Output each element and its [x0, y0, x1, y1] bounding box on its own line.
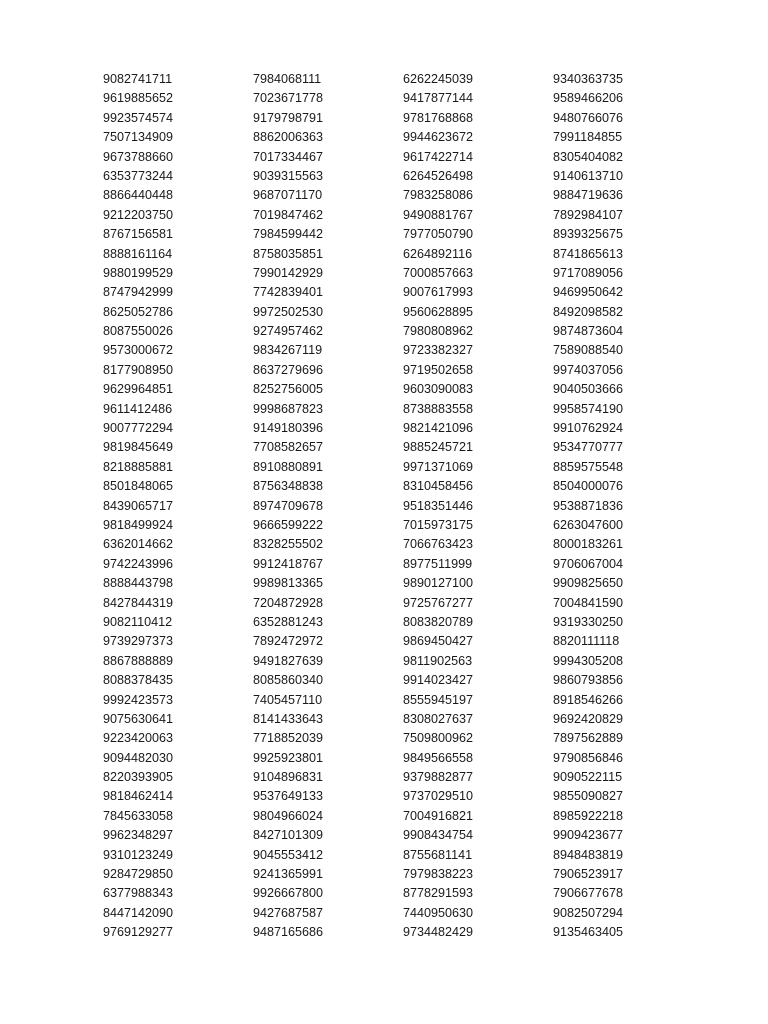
table-cell: 9971371069: [403, 459, 474, 474]
table-cell: 8820111118: [553, 634, 620, 649]
table-cell: 7742839401: [253, 285, 324, 300]
table-cell: 9719502658: [403, 362, 474, 377]
table-cell: 8310458456: [403, 479, 474, 494]
table-cell: 7906677678: [553, 886, 624, 901]
table-cell: 8867888889: [103, 653, 174, 668]
table-cell: 8439065717: [103, 498, 174, 513]
table-row: [103, 574, 663, 593]
table-cell: 8328255502: [253, 537, 324, 552]
table-cell: 8778291593: [403, 886, 474, 901]
table-cell: 9994305208: [553, 653, 624, 668]
table-cell: 9909825650: [553, 576, 624, 591]
table-cell: 8504000076: [553, 479, 624, 494]
table-row: [103, 477, 663, 496]
table-cell: 7204872928: [253, 595, 324, 610]
table-cell: 9944623672: [403, 130, 474, 145]
table-cell: 8220393905: [103, 770, 174, 785]
table-cell: 8862006363: [253, 130, 324, 145]
table-cell: 9910762924: [553, 421, 624, 436]
table-cell: 9487165686: [253, 925, 324, 940]
table-cell: 9666599222: [253, 517, 324, 532]
table-cell: 9890127100: [403, 576, 474, 591]
table-cell: 7984068111: [253, 72, 322, 86]
table-cell: 7990142929: [253, 265, 324, 280]
table-cell: 9909423677: [553, 828, 624, 843]
table-cell: 9908434754: [403, 828, 474, 843]
table-row: [103, 380, 663, 399]
table-row: [103, 865, 663, 884]
table-cell: 9962348297: [103, 828, 174, 843]
table-cell: 9140613710: [553, 168, 624, 183]
table-row: [103, 826, 663, 845]
table-cell: 8625052786: [103, 304, 174, 319]
table-cell: 9804966024: [253, 808, 324, 823]
table-cell: 9611412486: [103, 401, 173, 416]
table-row: [103, 807, 663, 826]
table-cell: 9998687823: [253, 401, 324, 416]
table-row: [103, 400, 663, 419]
table-cell: 9629964851: [103, 382, 174, 397]
table-cell: 6263047600: [553, 517, 624, 532]
table-cell: 9818462414: [103, 789, 174, 804]
table-row: [103, 89, 663, 108]
table-cell: 8866440448: [103, 188, 174, 203]
table-row: [103, 458, 663, 477]
table-row: [103, 148, 663, 167]
table-cell: 9090522115: [553, 770, 623, 785]
table-cell: 7440950630: [403, 905, 474, 920]
table-cell: 7019847462: [253, 207, 324, 222]
table-cell: 9534770777: [553, 440, 624, 455]
table-cell: 9340363735: [553, 72, 624, 86]
table-cell: 8974709678: [253, 498, 324, 513]
table-cell: 9082507294: [553, 905, 624, 920]
table-cell: 9212203750: [103, 207, 174, 222]
table-row: [103, 787, 663, 806]
table-cell: 9149180396: [253, 421, 324, 436]
table-cell: 6262245039: [403, 72, 474, 86]
table-row: [103, 128, 663, 147]
table-cell: 9811902563: [403, 653, 473, 668]
table-cell: 8948483819: [553, 847, 624, 862]
table-cell: 9560628895: [403, 304, 474, 319]
table-cell: 7017334467: [253, 149, 324, 164]
table-cell: 6264526498: [403, 168, 474, 183]
table-cell: 8308027637: [403, 711, 474, 726]
table-row: [103, 497, 663, 516]
table-row: [103, 264, 663, 283]
table-cell: 9860793856: [553, 673, 624, 688]
table-cell: 7892472972: [253, 634, 324, 649]
table-cell: 7991184855: [553, 130, 623, 145]
table-cell: 6353773244: [103, 168, 174, 183]
table-cell: 7507134909: [103, 130, 174, 145]
table-row: [103, 923, 663, 942]
table-cell: 8088378435: [103, 673, 174, 688]
table-cell: 9989813365: [253, 576, 324, 591]
table-cell: 8555945197: [403, 692, 474, 707]
table-cell: 9589466206: [553, 91, 624, 106]
table-cell: 7980808962: [403, 324, 474, 339]
table-cell: 8447142090: [103, 905, 174, 920]
table-row: [103, 438, 663, 457]
table-cell: 9417877144: [403, 91, 474, 106]
table-cell: 9884719636: [553, 188, 624, 203]
table-cell: 9742243996: [103, 556, 174, 571]
phone-number-table: [103, 70, 663, 943]
table-cell: 9974037056: [553, 362, 624, 377]
table-cell: 8305404082: [553, 149, 624, 164]
table-cell: 8252756005: [253, 382, 324, 397]
table-cell: 7004916821: [403, 808, 474, 823]
table-row: [103, 109, 663, 128]
table-cell: 7979838223: [403, 867, 474, 882]
table-cell: 7983258086: [403, 188, 474, 203]
table-cell: 9179798791: [253, 110, 324, 125]
table-row: [103, 729, 663, 748]
table-cell: 8738883558: [403, 401, 474, 416]
table-cell: 9045553412: [253, 847, 324, 862]
table-cell: 9725767277: [403, 595, 474, 610]
table-cell: 8427844319: [103, 595, 174, 610]
table-cell: 9958574190: [553, 401, 624, 416]
table-cell: 7897562889: [553, 731, 624, 746]
table-row: [103, 884, 663, 903]
table-cell: 9818499924: [103, 517, 174, 532]
table-cell: 9972502530: [253, 304, 324, 319]
table-row: [103, 691, 663, 710]
table-cell: 9490881767: [403, 207, 474, 222]
table-cell: 7066763423: [403, 537, 474, 552]
table-row: [103, 245, 663, 264]
table-cell: 9874873604: [553, 324, 624, 339]
table-cell: 9007617993: [403, 285, 474, 300]
table-cell: 8918546266: [553, 692, 624, 707]
table-cell: 7589088540: [553, 343, 624, 358]
table-cell: 9040503666: [553, 382, 624, 397]
table-row: [103, 632, 663, 651]
table-cell: 9739297373: [103, 634, 174, 649]
table-cell: 7004841590: [553, 595, 624, 610]
table-cell: 7509800962: [403, 731, 474, 746]
table-cell: 9075630641: [103, 711, 174, 726]
table-cell: 9849566558: [403, 750, 474, 765]
table-cell: 9769129277: [103, 925, 174, 940]
table-cell: 9469950642: [553, 285, 624, 300]
table-cell: 9223420063: [103, 731, 174, 746]
table-cell: 8888161164: [103, 246, 173, 261]
table-cell: 8637279696: [253, 362, 324, 377]
table-cell: 9135463405: [553, 925, 624, 940]
table-cell: 9617422714: [403, 149, 474, 164]
table-cell: 7023671778: [253, 91, 324, 106]
table-cell: 9914023427: [403, 673, 474, 688]
table-cell: 9082741711: [103, 72, 173, 86]
table-cell: 9706067004: [553, 556, 624, 571]
table-row: [103, 70, 663, 89]
table-row: [103, 768, 663, 787]
table-cell: 9619885652: [103, 91, 174, 106]
table-cell: 9855090827: [553, 789, 624, 804]
table-cell: 8083820789: [403, 614, 474, 629]
table-cell: 8741865613: [553, 246, 624, 261]
table-cell: 9480766076: [553, 110, 624, 125]
table-cell: 8756348838: [253, 479, 324, 494]
table-cell: 9692420829: [553, 711, 624, 726]
table-row: [103, 186, 663, 205]
table-cell: 8755681141: [403, 847, 473, 862]
table-row: [103, 516, 663, 535]
table-row: [103, 341, 663, 360]
table-row: [103, 419, 663, 438]
table-cell: 9687071170: [253, 188, 323, 203]
table-cell: 9926667800: [253, 886, 324, 901]
table-cell: 8000183261: [553, 537, 624, 552]
table-row: [103, 555, 663, 574]
table-cell: 9518351446: [403, 498, 474, 513]
table-cell: 9717089056: [553, 265, 624, 280]
table-cell: 9491827639: [253, 653, 324, 668]
table-cell: 9573000672: [103, 343, 174, 358]
table-cell: 7000857663: [403, 265, 474, 280]
table-row: [103, 652, 663, 671]
table-cell: 9925923801: [253, 750, 324, 765]
table-cell: 7906523917: [553, 867, 624, 882]
table-cell: 9781768868: [403, 110, 474, 125]
table-row: [103, 167, 663, 186]
table-cell: 8977511999: [403, 556, 473, 571]
table-cell: 9673788660: [103, 149, 174, 164]
table-cell: 7892984107: [553, 207, 624, 222]
table-cell: 9094482030: [103, 750, 174, 765]
table-cell: 9082110412: [103, 614, 173, 629]
table-cell: 9274957462: [253, 324, 324, 339]
table-row: [103, 303, 663, 322]
table-row: [103, 613, 663, 632]
table-row: [103, 225, 663, 244]
table-cell: 9537649133: [253, 789, 324, 804]
table-cell: 7405457110: [253, 692, 323, 707]
table-cell: 9834267119: [253, 343, 323, 358]
table-row: [103, 846, 663, 865]
table-cell: 8501848065: [103, 479, 174, 494]
table-cell: 8985922218: [553, 808, 624, 823]
table-cell: 8427101309: [253, 828, 324, 843]
table-cell: 7708582657: [253, 440, 324, 455]
table-cell: 7977050790: [403, 227, 474, 242]
table-cell: 7845633058: [103, 808, 174, 823]
table-cell: 8767156581: [103, 227, 174, 242]
table-cell: 8758035851: [253, 246, 324, 261]
table-cell: 8085860340: [253, 673, 324, 688]
table-cell: 9869450427: [403, 634, 474, 649]
table-cell: 9790856846: [553, 750, 624, 765]
table-cell: 8177908950: [103, 362, 174, 377]
table-cell: 8492098582: [553, 304, 624, 319]
table-cell: 6377988343: [103, 886, 174, 901]
table-cell: 9284729850: [103, 867, 174, 882]
table-cell: 6264892116: [403, 246, 473, 261]
table-row: [103, 535, 663, 554]
table-row: [103, 749, 663, 768]
table-cell: 8859575548: [553, 459, 624, 474]
table-row: [103, 322, 663, 341]
table-cell: 9310123249: [103, 847, 174, 862]
table-cell: 8747942999: [103, 285, 174, 300]
table-cell: 6352881243: [253, 614, 324, 629]
table-row: [103, 594, 663, 613]
table-cell: 9319330250: [553, 614, 624, 629]
table-cell: 9538871836: [553, 498, 624, 513]
table-cell: 9104896831: [253, 770, 324, 785]
table-cell: 8888443798: [103, 576, 174, 591]
table-cell: 6362014662: [103, 537, 174, 552]
table-row: [103, 283, 663, 302]
table-row: [103, 710, 663, 729]
table-cell: 9737029510: [403, 789, 474, 804]
table-cell: 9912418767: [253, 556, 324, 571]
table-cell: 7015973175: [403, 517, 474, 532]
table-row: [103, 361, 663, 380]
table-cell: 9241365991: [253, 867, 324, 882]
table-cell: 7984599442: [253, 227, 324, 242]
table-cell: 8141433643: [253, 711, 324, 726]
table-row: [103, 671, 663, 690]
table-cell: 9923574574: [103, 110, 174, 125]
table-cell: 9603090083: [403, 382, 474, 397]
table-cell: 9819845649: [103, 440, 174, 455]
table-cell: 8910880891: [253, 459, 324, 474]
table-cell: 7718852039: [253, 731, 324, 746]
table-cell: 9427687587: [253, 905, 324, 920]
table-cell: 9992423573: [103, 692, 174, 707]
table-cell: 9821421096: [403, 421, 474, 436]
table-row: [103, 206, 663, 225]
table-row: [103, 904, 663, 923]
table-cell: 9734482429: [403, 925, 474, 940]
table-cell: 8218885881: [103, 459, 174, 474]
table-cell: 9880199529: [103, 265, 174, 280]
table-cell: 8939325675: [553, 227, 624, 242]
table-cell: 9885245721: [403, 440, 474, 455]
table-cell: 8087550026: [103, 324, 174, 339]
table-cell: 9723382327: [403, 343, 474, 358]
table-cell: 9379882877: [403, 770, 474, 785]
table-cell: 9007772294: [103, 421, 174, 436]
table-cell: 9039315563: [253, 168, 324, 183]
